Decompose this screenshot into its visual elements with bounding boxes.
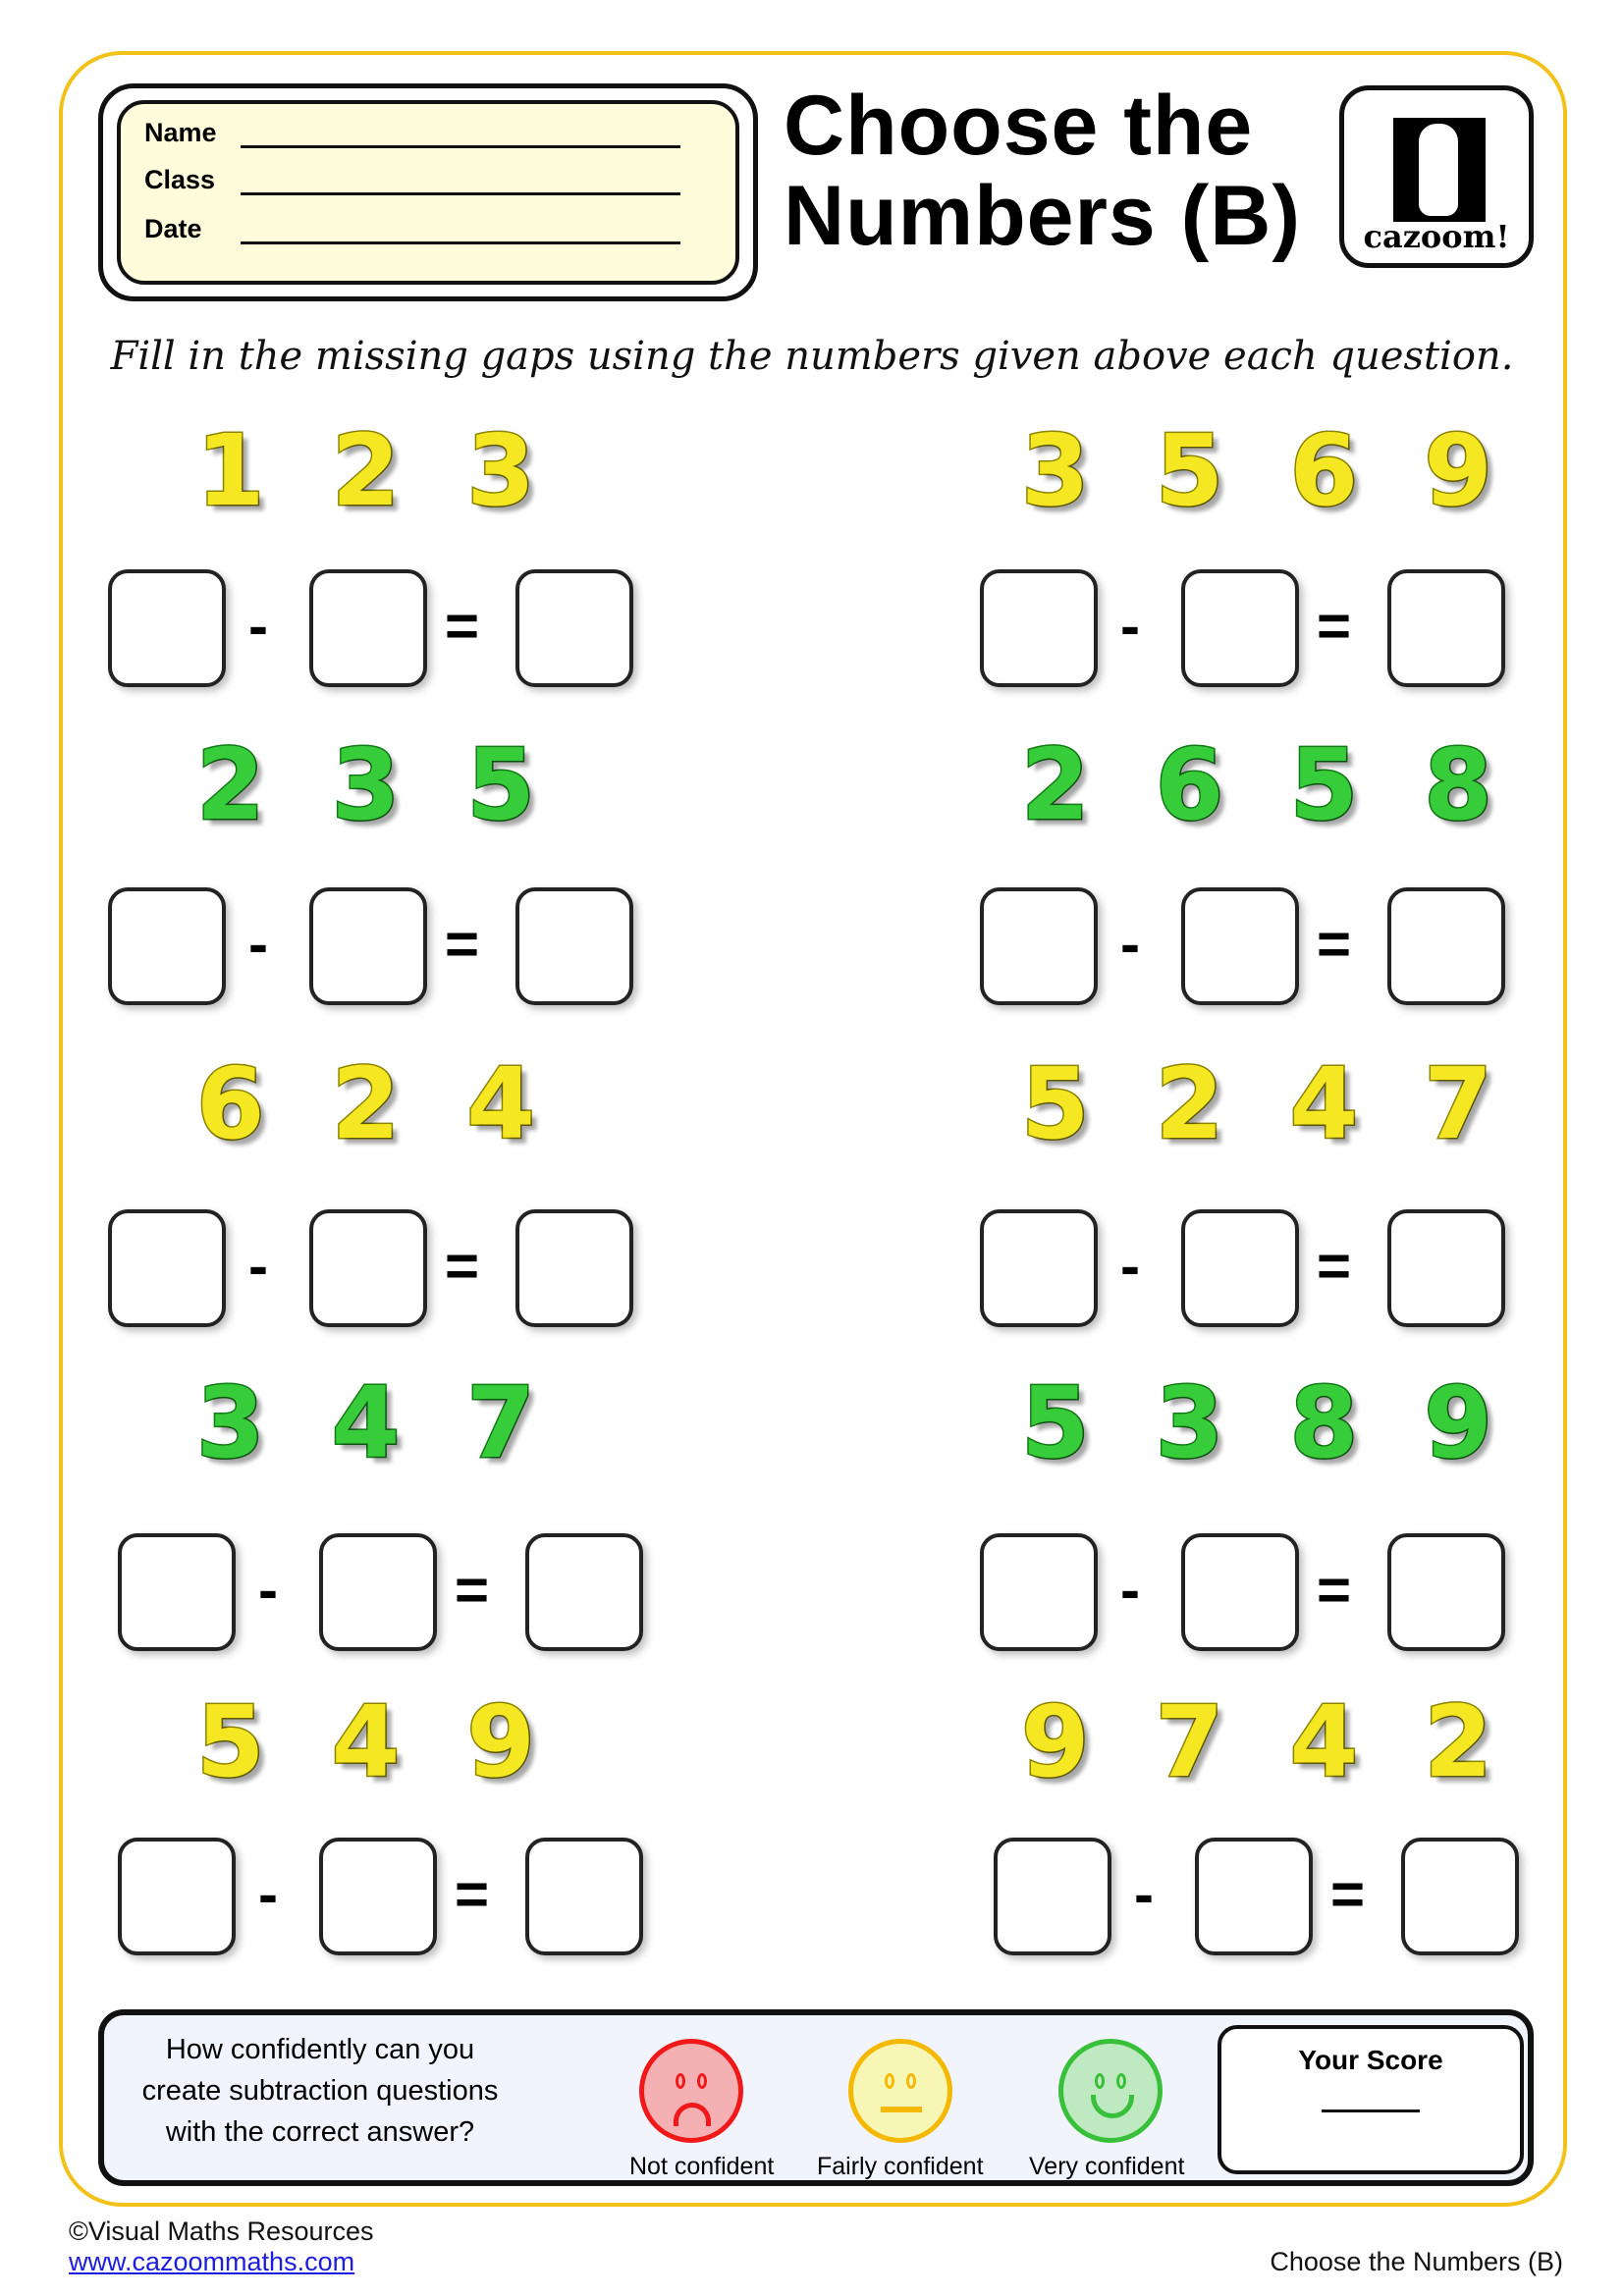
- given-number: 5: [1289, 727, 1359, 842]
- happy-face-icon[interactable]: [1058, 2039, 1163, 2143]
- given-number: 8: [1424, 727, 1492, 842]
- answer-box-minuend[interactable]: [108, 569, 226, 687]
- subtraction-equation: [108, 887, 658, 1007]
- minus-sign: -: [248, 593, 268, 659]
- date-field[interactable]: [241, 218, 680, 244]
- title-line-1: Choose the: [784, 79, 1254, 173]
- answer-box-difference[interactable]: [1387, 1533, 1505, 1651]
- subtraction-equation: [108, 569, 658, 689]
- answer-box-subtrahend[interactable]: [1181, 1209, 1299, 1327]
- answer-box-subtrahend[interactable]: [319, 1838, 437, 1955]
- answer-box-subtrahend[interactable]: [319, 1533, 437, 1651]
- cazoom-logo: [1339, 85, 1534, 268]
- given-number: 3: [466, 413, 535, 528]
- answer-box-difference[interactable]: [1387, 569, 1505, 687]
- logo-text: cazoom!: [1363, 218, 1510, 255]
- given-number: 1: [196, 413, 265, 528]
- score-box: [1218, 2025, 1524, 2174]
- given-numbers: [1021, 1046, 1492, 1161]
- minus-sign: -: [1120, 1557, 1140, 1623]
- name-field[interactable]: [241, 122, 680, 148]
- given-number: 7: [1155, 1684, 1224, 1799]
- minus-sign: -: [248, 911, 268, 977]
- name-label: Name: [144, 118, 217, 147]
- given-number: 4: [1289, 1046, 1359, 1161]
- given-numbers: [1021, 727, 1492, 842]
- equals-sign: =: [1317, 1233, 1352, 1299]
- answer-box-subtrahend[interactable]: [309, 887, 427, 1005]
- answer-box-difference[interactable]: [1387, 887, 1505, 1005]
- confidence-label: Very confident: [1029, 2153, 1185, 2180]
- subtraction-equation: [994, 1838, 1543, 1957]
- equals-sign: =: [1317, 911, 1352, 977]
- answer-box-minuend[interactable]: [108, 887, 226, 1005]
- minus-sign: -: [1120, 1233, 1140, 1299]
- given-numbers: [196, 727, 535, 842]
- given-number: 9: [1021, 1684, 1090, 1799]
- given-numbers: [1021, 413, 1492, 528]
- given-number: 6: [196, 1046, 265, 1161]
- answer-box-minuend[interactable]: [994, 1838, 1111, 1955]
- given-number: 5: [1155, 413, 1224, 528]
- given-number: 7: [1424, 1046, 1492, 1161]
- minus-sign: -: [1134, 1861, 1154, 1927]
- given-number: 5: [466, 727, 535, 842]
- given-number: 7: [466, 1365, 535, 1480]
- given-number: 6: [1289, 413, 1359, 528]
- given-numbers: [1021, 1365, 1492, 1480]
- subtraction-equation: [980, 887, 1530, 1007]
- answer-box-difference[interactable]: [1387, 1209, 1505, 1327]
- answer-box-difference[interactable]: [525, 1838, 643, 1955]
- given-number: 4: [466, 1046, 535, 1161]
- given-number: 9: [1424, 413, 1492, 528]
- answer-box-difference[interactable]: [525, 1533, 643, 1651]
- class-label: Class: [144, 165, 216, 194]
- equals-sign: =: [1330, 1861, 1366, 1927]
- name-row: [144, 118, 680, 148]
- answer-box-minuend[interactable]: [108, 1209, 226, 1327]
- answer-box-subtrahend[interactable]: [309, 1209, 427, 1327]
- subtraction-equation: [980, 1209, 1530, 1329]
- answer-box-difference[interactable]: [515, 1209, 633, 1327]
- answer-box-minuend[interactable]: [118, 1533, 236, 1651]
- subtraction-equation: [118, 1533, 668, 1653]
- equals-sign: =: [1317, 593, 1352, 659]
- given-number: 2: [196, 727, 265, 842]
- given-number: 2: [331, 413, 401, 528]
- equals-sign: =: [1317, 1557, 1352, 1623]
- answer-box-difference[interactable]: [1401, 1838, 1519, 1955]
- given-number: 6: [1155, 727, 1224, 842]
- confidence-question: [104, 2029, 536, 2153]
- answer-box-subtrahend[interactable]: [1195, 1838, 1313, 1955]
- given-number: 3: [1021, 413, 1090, 528]
- website-link[interactable]: www.cazoommaths.com: [69, 2247, 355, 2276]
- answer-box-difference[interactable]: [515, 569, 633, 687]
- given-number: 4: [1289, 1684, 1359, 1799]
- footer-title: Choose the Numbers (B): [1270, 2247, 1563, 2276]
- given-number: 5: [1021, 1046, 1090, 1161]
- equals-sign: =: [445, 911, 480, 977]
- given-number: 4: [331, 1684, 401, 1799]
- answer-box-subtrahend[interactable]: [1181, 569, 1299, 687]
- minus-sign: -: [1120, 593, 1140, 659]
- question-line: How confidently can you: [165, 2034, 475, 2065]
- equals-sign: =: [445, 593, 480, 659]
- answer-box-difference[interactable]: [515, 887, 633, 1005]
- instruction-text: Fill in the missing gaps using the numbers given above each question.: [110, 334, 1514, 379]
- student-info-box: [98, 83, 758, 301]
- confidence-label: Fairly confident: [817, 2153, 984, 2180]
- given-number: 2: [1155, 1046, 1224, 1161]
- minus-sign: -: [258, 1861, 278, 1927]
- question-line: with the correct answer?: [165, 2116, 475, 2148]
- minus-sign: -: [1120, 911, 1140, 977]
- sad-face-icon[interactable]: [639, 2039, 743, 2143]
- score-line[interactable]: [1322, 2109, 1420, 2112]
- drum-icon: [1393, 118, 1486, 222]
- given-number: 2: [1021, 727, 1090, 842]
- given-number: 9: [1424, 1365, 1492, 1480]
- confidence-label: Not confident: [629, 2153, 775, 2180]
- given-number: 2: [1424, 1684, 1492, 1799]
- class-field[interactable]: [241, 169, 680, 195]
- subtraction-equation: [118, 1838, 668, 1957]
- equals-sign: =: [455, 1557, 490, 1623]
- equals-sign: =: [455, 1861, 490, 1927]
- given-number: 9: [466, 1684, 535, 1799]
- score-label: Your Score: [1298, 2045, 1443, 2075]
- given-numbers: [196, 1684, 535, 1799]
- given-number: 3: [196, 1365, 265, 1480]
- given-number: 5: [1021, 1365, 1090, 1480]
- minus-sign: -: [258, 1557, 278, 1623]
- neutral-face-icon[interactable]: [848, 2039, 952, 2143]
- class-row: [144, 165, 680, 195]
- subtraction-equation: [980, 569, 1530, 689]
- given-number: 2: [331, 1046, 401, 1161]
- date-row: [144, 214, 680, 244]
- date-label: Date: [144, 214, 202, 243]
- answer-box-subtrahend[interactable]: [1181, 887, 1299, 1005]
- equals-sign: =: [445, 1233, 480, 1299]
- given-numbers: [196, 1046, 535, 1161]
- answer-box-minuend[interactable]: [980, 1533, 1098, 1651]
- minus-sign: -: [248, 1233, 268, 1299]
- answer-box-subtrahend[interactable]: [309, 569, 427, 687]
- given-number: 5: [196, 1684, 265, 1799]
- subtraction-equation: [108, 1209, 658, 1329]
- question-line: create subtraction questions: [141, 2075, 499, 2107]
- given-numbers: [1021, 1684, 1492, 1799]
- given-number: 3: [331, 727, 401, 842]
- given-numbers: [196, 1365, 535, 1480]
- confidence-panel: [98, 2009, 1534, 2186]
- given-number: 4: [331, 1365, 401, 1480]
- given-number: 3: [1155, 1365, 1224, 1480]
- given-number: 8: [1289, 1365, 1359, 1480]
- title-line-2: Numbers (B): [784, 169, 1302, 263]
- page-title: [784, 80, 1301, 261]
- answer-box-minuend[interactable]: [980, 569, 1098, 687]
- answer-box-minuend[interactable]: [980, 887, 1098, 1005]
- answer-box-minuend[interactable]: [980, 1209, 1098, 1327]
- copyright: ©Visual Maths Resources: [69, 2216, 374, 2246]
- subtraction-equation: [980, 1533, 1530, 1653]
- answer-box-minuend[interactable]: [118, 1838, 236, 1955]
- given-numbers: [196, 413, 535, 528]
- answer-box-subtrahend[interactable]: [1181, 1533, 1299, 1651]
